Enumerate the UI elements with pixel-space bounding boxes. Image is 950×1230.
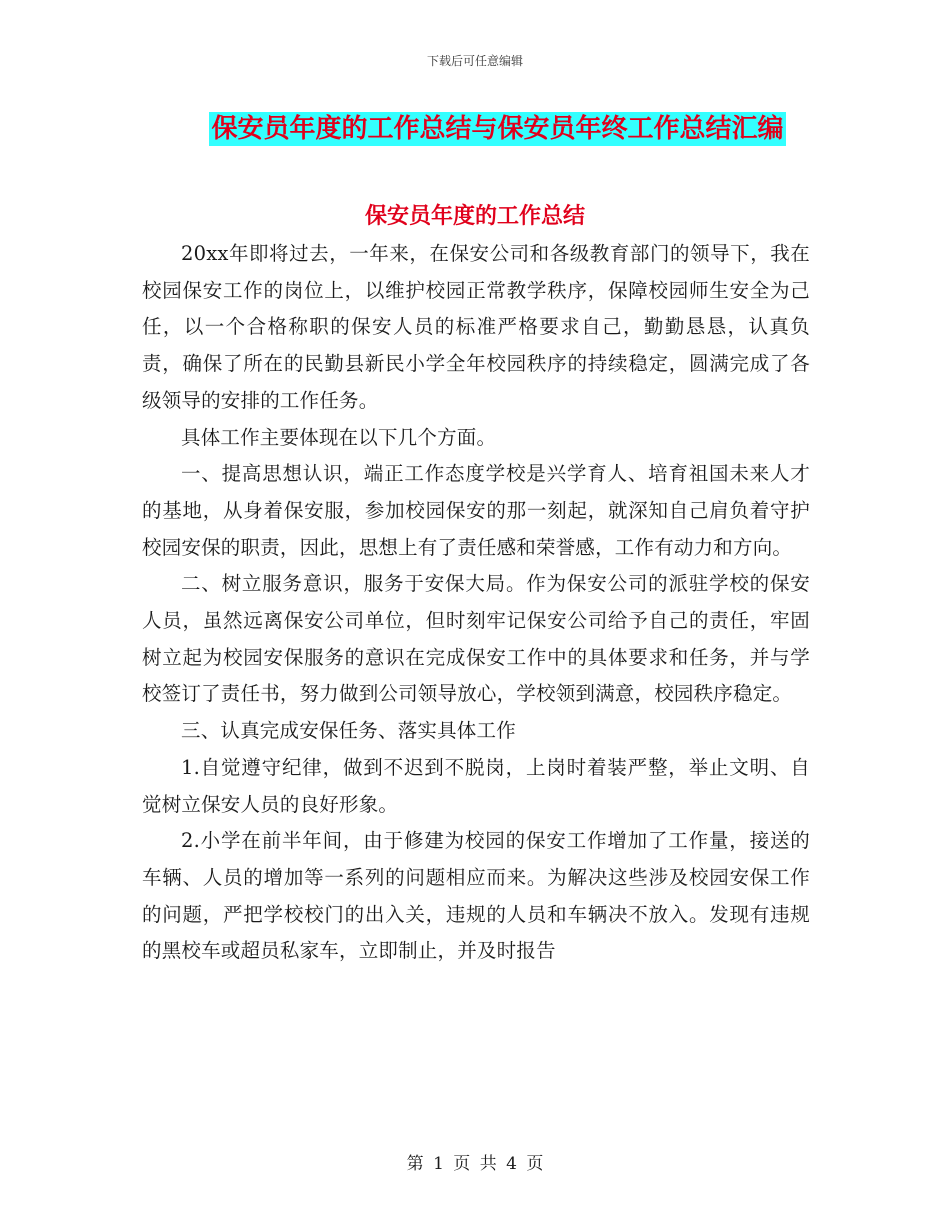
body-text xyxy=(142,236,810,970)
main-title: 保安员年度的工作总结与保安员年终工作总结汇编 xyxy=(211,114,784,144)
main-title-container xyxy=(0,112,950,146)
paragraph-2: 具体工作主要体现在以下几个方面。 xyxy=(181,425,497,449)
section-title: 保安员年度的工作总结 xyxy=(364,203,585,229)
page-footer: 第 1 页 共 4 页 xyxy=(406,1154,544,1174)
paragraph-5: 三、认真完成安保任务、落实具体工作 xyxy=(181,719,516,743)
paragraph-4: 二、树立服务意识，服务于安保大局。作为保安公司的派驻学校的保安人员，虽然远离保安公司单位，但时刻牢记保安公司给予自己的责任，牢固树立起为校园安保服务的意识在完成保安工作中的具体要求和任务，并与学校签订了责任书，努力做到公司领导放心，学校领到满意，校园秩序稳定。 xyxy=(142,572,810,706)
paragraph-1: 20xx年即将过去，一年来，在保安公司和各级教育部门的领导下，我在校园保安工作的岗位上，以维护校园正常教学秩序，保障校园师生安全为己任，以一个合格称职的保安人员的标准严格要求自己，勤勤恳恳，认真负责，确保了所在的民勤县新民小学全年校园秩序的持续稳定，圆满完成了各级领导的安排的工作任务。 xyxy=(142,242,810,412)
page-header-note: 下载后可任意编辑 xyxy=(426,54,523,68)
paragraph-6: 1.自觉遵守纪律，做到不迟到不脱岗，上岗时着装严整，举止文明、自觉树立保安人员的良好形象。 xyxy=(142,755,810,816)
paragraph-7: 2.小学在前半年间，由于修建为校园的保安工作增加了工作量，接送的车辆、人员的增加等一系列的问题相应而来。为解决这些涉及校园安保工作的问题，严把学校校门的出入关，违规的人员和车辆决不放入。发现有违规的黑校车或超员私家车，立即制止，并及时报告 xyxy=(142,829,810,963)
paragraph-3: 一、提高思想认识，端正工作态度学校是兴学育人、培育祖国未来人才的基地，从身着保安服，参加校园保安的那一刻起，就深知自己肩负着守护校园安保的职责，因此，思想上有了责任感和荣誉感，工作有动力和方向。 xyxy=(142,462,810,559)
